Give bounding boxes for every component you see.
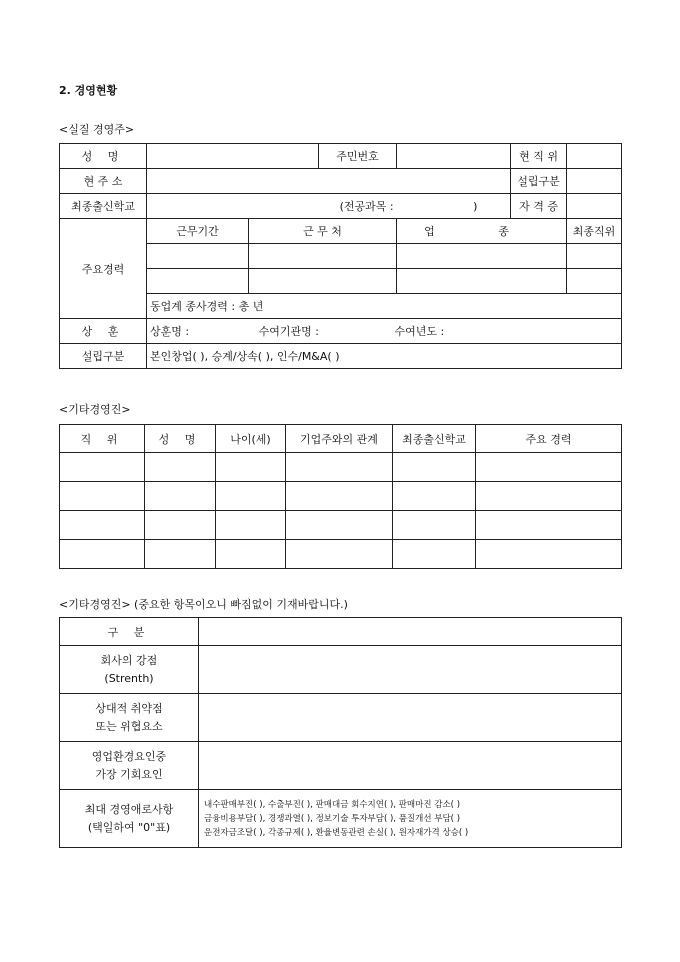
- opportunity-label-line1: 영업환경요인중: [91, 749, 167, 763]
- difficulty-label: [60, 790, 199, 848]
- exec-cell[interactable]: [60, 540, 145, 569]
- strength-value[interactable]: [199, 646, 622, 694]
- license-label: 자 격 증: [511, 194, 567, 219]
- table-row: [60, 482, 622, 511]
- career-cell[interactable]: [147, 269, 249, 294]
- current-position-label: 현 직 위: [511, 144, 567, 169]
- career-cell[interactable]: [147, 244, 249, 269]
- exec-cell[interactable]: [145, 511, 216, 540]
- career-cell[interactable]: [397, 244, 567, 269]
- founding-type2-label: 설립구분: [60, 344, 147, 369]
- weakness-label-line2: 또는 위협요소: [95, 719, 163, 733]
- career-cell[interactable]: [567, 244, 622, 269]
- major-close: ): [473, 200, 478, 213]
- exec-header-career: 주요 경력: [476, 425, 622, 453]
- license-value[interactable]: [567, 194, 622, 219]
- exec-cell[interactable]: [216, 453, 286, 482]
- exec-cell[interactable]: [216, 482, 286, 511]
- execs-table: [59, 424, 622, 569]
- weakness-label: [60, 694, 199, 742]
- swot-col-header: 구 분: [60, 618, 199, 646]
- opportunity-label-line2: 가장 기회요인: [95, 767, 163, 781]
- exec-cell[interactable]: [393, 540, 476, 569]
- exec-header-relation: 기업주와의 관계: [286, 425, 393, 453]
- table-row: [60, 540, 622, 569]
- exec-cell[interactable]: [216, 511, 286, 540]
- exec-cell[interactable]: [286, 511, 393, 540]
- difficulty-line1: 내수판매부진( ), 수출부진( ), 판매대금 회수지연( ), 판매마진 감소( ): [204, 799, 461, 810]
- exec-cell[interactable]: [145, 453, 216, 482]
- swot-header-blank: [199, 618, 622, 646]
- exec-cell[interactable]: [60, 453, 145, 482]
- career-header-industry: 업 종: [397, 219, 567, 244]
- award-name-label: 상훈명 :: [150, 325, 190, 338]
- exec-cell[interactable]: [476, 453, 622, 482]
- swot-caption: <기타경영진> (중요한 항목이오니 빠짐없이 기재바랍니다.): [59, 598, 348, 611]
- award-value[interactable]: [147, 319, 622, 344]
- career-cell[interactable]: [249, 244, 397, 269]
- strength-label: [60, 646, 199, 694]
- difficulty-line3: 운전자금조달( ), 각종규제( ), 환율변동관련 손실( ), 원자재가격 상승( ): [204, 827, 469, 838]
- exec-cell[interactable]: [286, 453, 393, 482]
- strength-label-line1: 회사의 강점: [100, 653, 158, 667]
- founding-type-value[interactable]: [567, 169, 622, 194]
- section-heading: 2. 경영현황: [59, 84, 118, 97]
- weakness-label-line1: 상대적 취약점: [95, 701, 163, 715]
- exec-header-position: 직 위: [60, 425, 145, 453]
- exec-cell[interactable]: [60, 482, 145, 511]
- exec-cell[interactable]: [393, 511, 476, 540]
- award-year-label: 수여년도 :: [394, 325, 445, 338]
- founding-type-label: 설립구분: [511, 169, 567, 194]
- weakness-value[interactable]: [199, 694, 622, 742]
- career-header-position: 최종직위: [567, 219, 622, 244]
- difficulty-label-line2: (택일하여 "0"표): [87, 820, 171, 834]
- owner-caption: <실질 경영주>: [59, 123, 135, 136]
- major-label: (전공과목 :: [339, 200, 394, 213]
- exec-header-age: 나이(세): [216, 425, 286, 453]
- career-header-workplace: 근 무 처: [249, 219, 397, 244]
- exec-cell[interactable]: [476, 482, 622, 511]
- table-row: [60, 511, 622, 540]
- exec-cell[interactable]: [393, 482, 476, 511]
- resident-no-label: 주민번호: [319, 144, 397, 169]
- exec-cell[interactable]: [476, 511, 622, 540]
- exec-cell[interactable]: [286, 482, 393, 511]
- name-label: 성 명: [60, 144, 147, 169]
- industry-years[interactable]: 동업계 종사경력 : 총 년: [147, 294, 622, 319]
- career-cell[interactable]: [397, 269, 567, 294]
- school-label: 최종출신학교: [60, 194, 147, 219]
- founding-options[interactable]: 본인창업( ), 승계/상속( ), 인수/M&A( ): [147, 344, 622, 369]
- award-org-label: 수여기관명 :: [258, 325, 319, 338]
- owner-table: [59, 143, 622, 369]
- resident-no-value[interactable]: [397, 144, 511, 169]
- exec-header-school: 최종출신학교: [393, 425, 476, 453]
- exec-header-name: 성 명: [145, 425, 216, 453]
- career-cell[interactable]: [567, 269, 622, 294]
- exec-cell[interactable]: [476, 540, 622, 569]
- swot-table: [59, 617, 622, 848]
- opportunity-label: [60, 742, 199, 790]
- career-header-period: 근무기간: [147, 219, 249, 244]
- table-row: [60, 453, 622, 482]
- execs-caption: <기타경영진>: [59, 403, 131, 416]
- difficulty-options[interactable]: [199, 790, 622, 848]
- name-value[interactable]: [147, 144, 319, 169]
- current-position-value[interactable]: [567, 144, 622, 169]
- career-label: 주요경력: [60, 219, 147, 319]
- exec-cell[interactable]: [60, 511, 145, 540]
- address-label: 현 주 소: [60, 169, 147, 194]
- difficulty-line2: 금융비용부담( ), 경쟁과열( ), 정보기술 투자부담( ), 품질개선 부담( ): [204, 813, 461, 824]
- address-value[interactable]: [147, 169, 511, 194]
- career-cell[interactable]: [249, 269, 397, 294]
- exec-cell[interactable]: [145, 540, 216, 569]
- exec-cell[interactable]: [145, 482, 216, 511]
- opportunity-value[interactable]: [199, 742, 622, 790]
- exec-cell[interactable]: [393, 453, 476, 482]
- strength-label-line2: (Strenth): [104, 671, 154, 685]
- exec-cell[interactable]: [286, 540, 393, 569]
- school-value[interactable]: [147, 194, 511, 219]
- exec-cell[interactable]: [216, 540, 286, 569]
- difficulty-label-line1: 최대 경영애로사항: [84, 802, 174, 816]
- award-label: 상 훈: [60, 319, 147, 344]
